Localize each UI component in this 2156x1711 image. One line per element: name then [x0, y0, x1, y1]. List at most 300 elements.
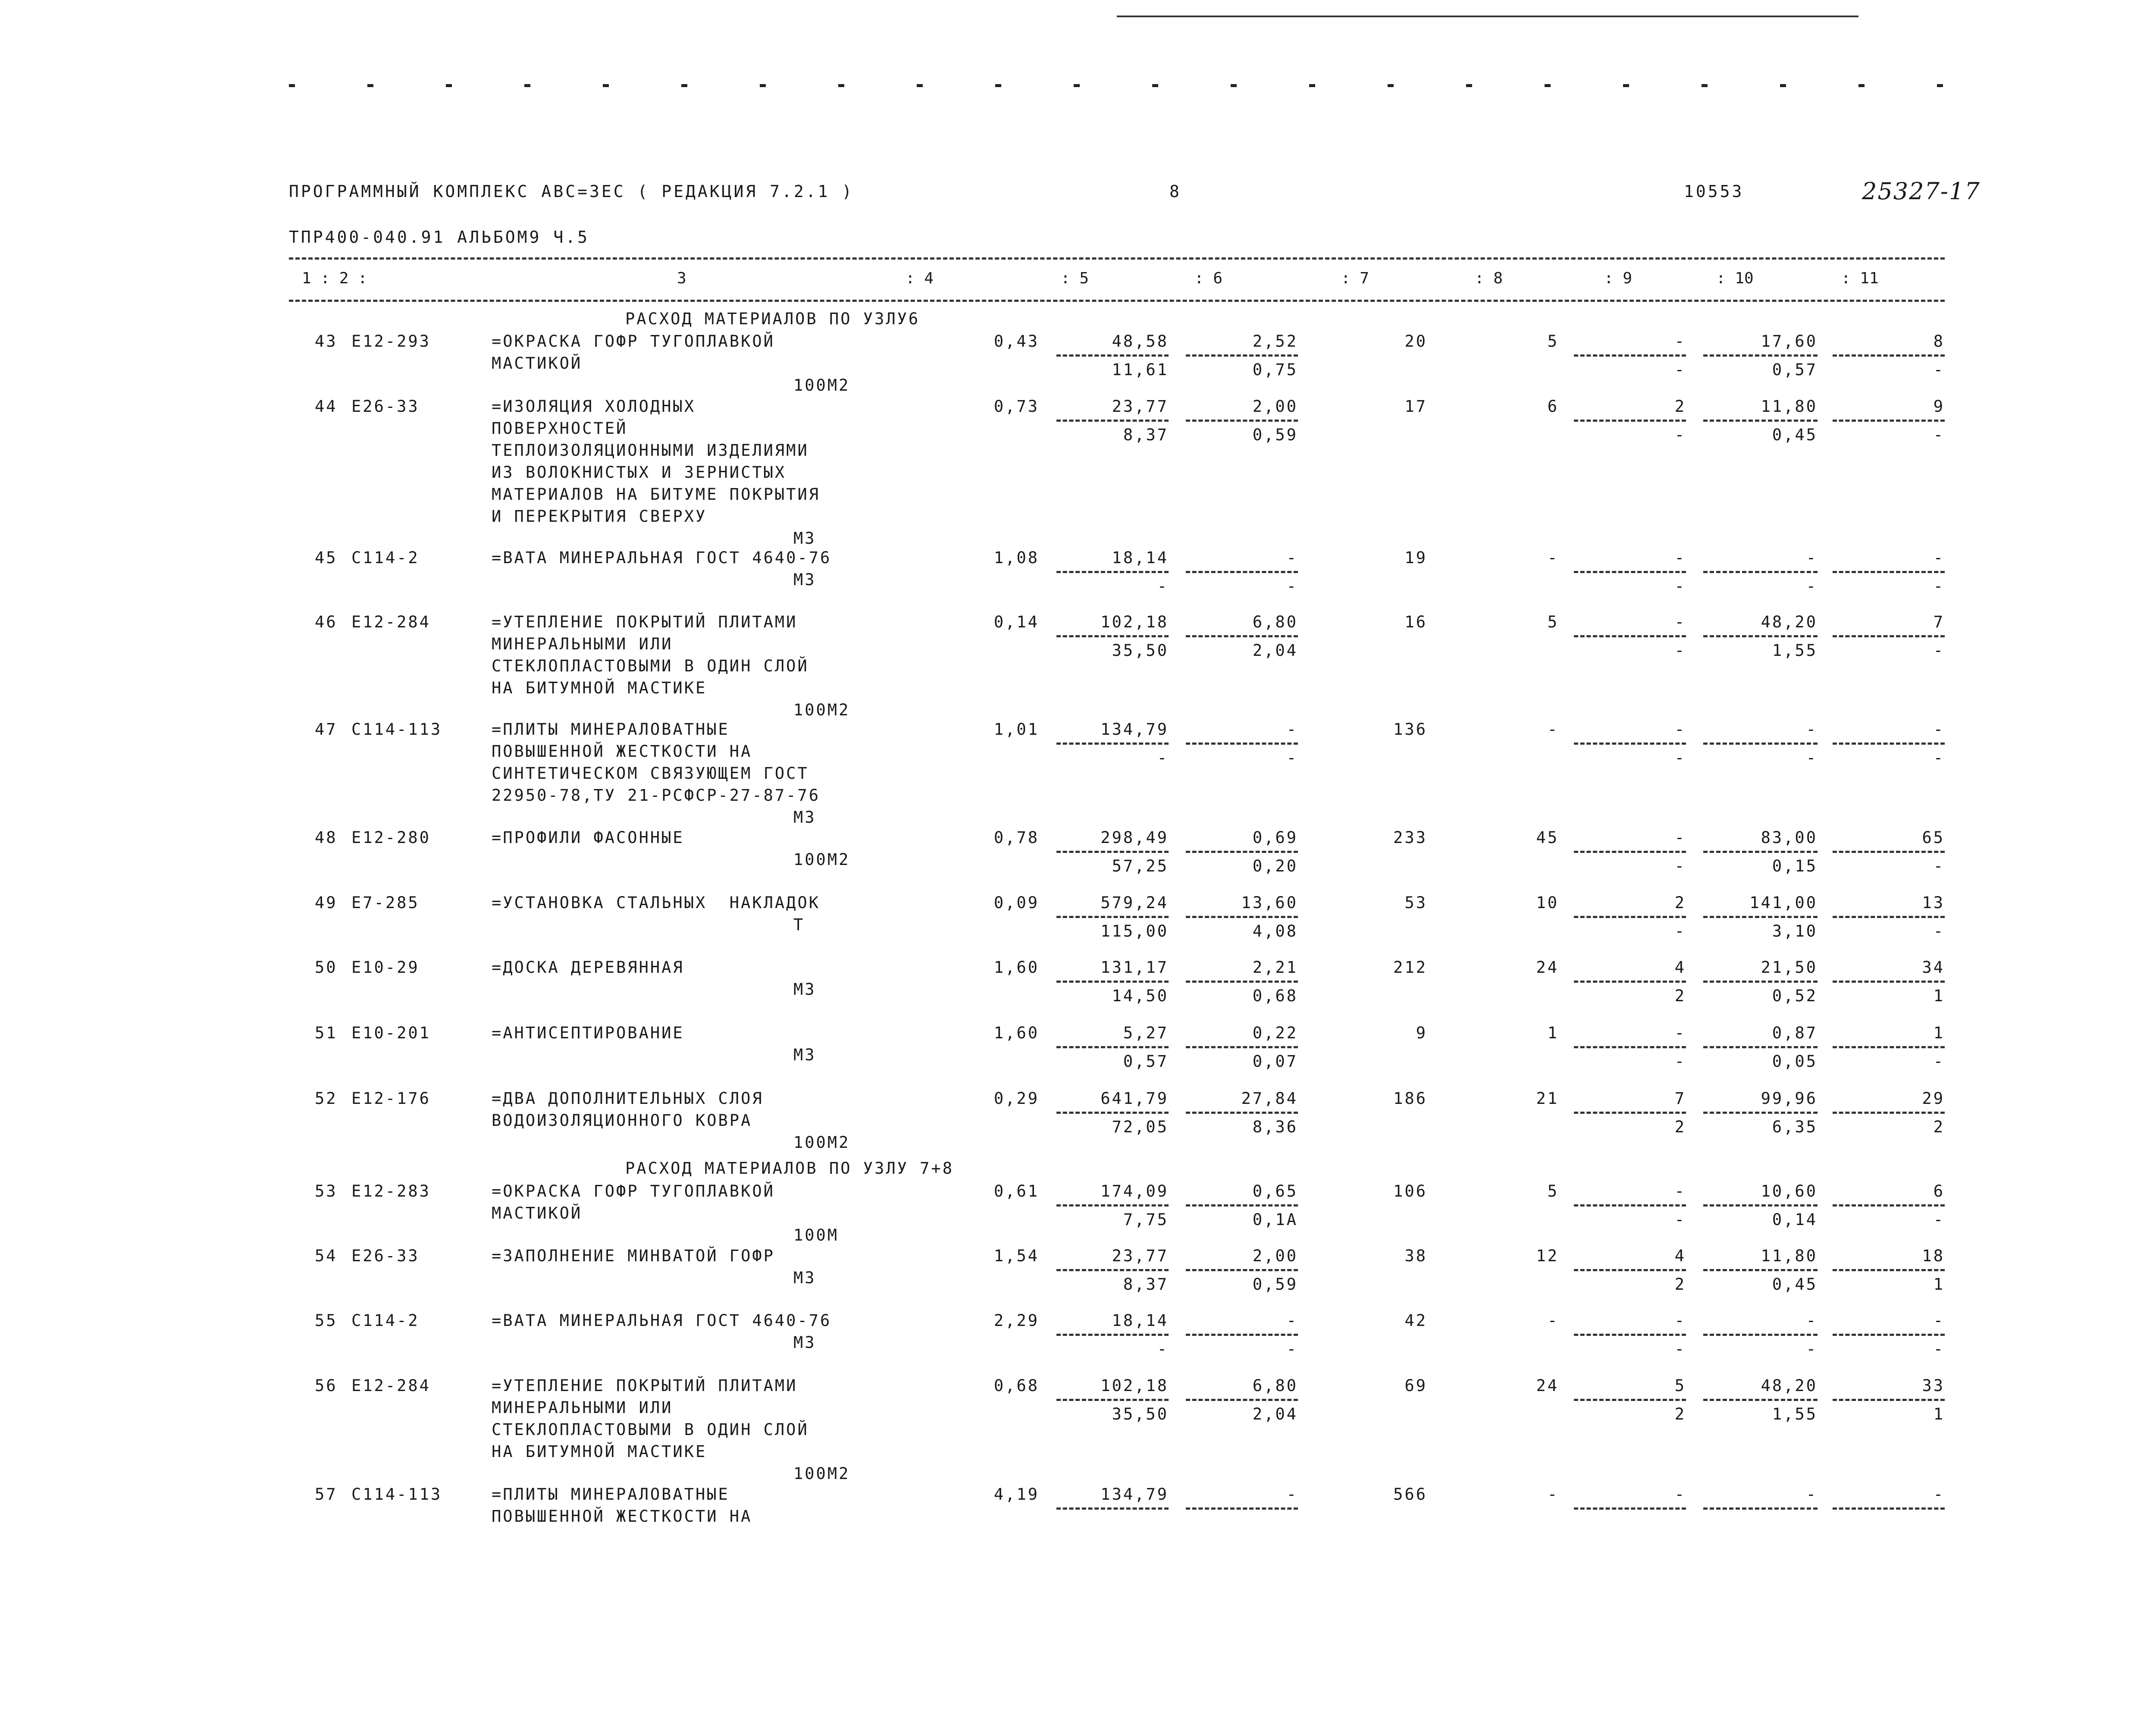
machine-cost-sub: - — [1674, 1052, 1686, 1071]
wage-cost-sub: 4,08 — [1252, 922, 1298, 940]
work-description: ПОВЫШЕННОЙ ЖЕСТКОСТИ НА — [492, 1507, 752, 1526]
total-wages: 5 — [1547, 332, 1559, 351]
subtotal-rule — [1574, 354, 1686, 357]
unit-of-measure: М3 — [793, 808, 816, 827]
labor-total: 7 — [1933, 613, 1945, 631]
total-wages: 45 — [1536, 828, 1559, 847]
subtotal-rule — [1574, 916, 1686, 918]
unit-cost: 131,17 — [1100, 958, 1169, 977]
work-description: МАСТИКОЙ — [492, 354, 583, 373]
work-description: =ВАТА МИНЕРАЛЬНАЯ ГОСТ 4640-76 — [492, 548, 832, 567]
labor-unit: 48,20 — [1761, 613, 1818, 631]
work-description: СТЕКЛОПЛАСТОВЫМИ В ОДИН СЛОЙ — [492, 1420, 809, 1439]
labor-total-sub: 1 — [1933, 1275, 1945, 1294]
labor-unit-sub: 1,55 — [1772, 641, 1818, 660]
subtotal-rule — [1056, 916, 1169, 918]
unit-cost-sub: - — [1157, 749, 1169, 767]
row-number: 47 — [315, 720, 338, 739]
subtotal-rule — [1186, 635, 1298, 637]
perforation-mark — [838, 84, 844, 87]
total-wages: - — [1547, 1311, 1559, 1330]
total-cost: 233 — [1393, 828, 1427, 847]
total-wages: - — [1547, 720, 1559, 739]
labor-unit-sub: - — [1806, 577, 1818, 595]
subtotal-rule — [1574, 1046, 1686, 1048]
perforation-mark — [367, 84, 373, 87]
rate-code: С114-113 — [351, 1485, 442, 1504]
quantity: 0,29 — [993, 1089, 1039, 1108]
subtotal-rule — [1833, 851, 1945, 853]
unit-of-measure: 100М2 — [793, 1133, 850, 1152]
labor-unit: 141,00 — [1749, 893, 1818, 912]
row-number: 44 — [315, 397, 338, 416]
work-description: =ОКРАСКА ГОФР ТУГОПЛАВКОЙ — [492, 332, 775, 351]
row-number: 54 — [315, 1247, 338, 1265]
machine-cost: - — [1674, 332, 1686, 351]
work-description: =УТЕПЛЕНИЕ ПОКРЫТИЙ ПЛИТАМИ — [492, 1376, 798, 1395]
labor-unit: 48,20 — [1761, 1376, 1818, 1395]
rate-code: Е12-280 — [351, 828, 431, 847]
subtotal-rule — [1833, 1269, 1945, 1271]
rate-code: С114-2 — [351, 548, 420, 567]
labor-unit: 11,80 — [1761, 397, 1818, 416]
col-header-9: : 9 — [1604, 269, 1633, 287]
machine-cost: - — [1674, 548, 1686, 567]
total-wages: 24 — [1536, 1376, 1559, 1395]
labor-total: - — [1933, 1485, 1945, 1504]
machine-cost-sub: - — [1674, 1340, 1686, 1358]
wage-cost: - — [1286, 720, 1298, 739]
machine-cost: - — [1674, 613, 1686, 631]
section-title: РАСХОД МАТЕРИАЛОВ ПО УЗЛУ6 — [625, 310, 920, 328]
wage-cost: 6,80 — [1252, 613, 1298, 631]
quantity: 2,29 — [993, 1311, 1039, 1330]
labor-unit: - — [1806, 1311, 1818, 1330]
machine-cost: 2 — [1674, 397, 1686, 416]
subtotal-rule — [1186, 1112, 1298, 1114]
unit-cost-sub: 72,05 — [1112, 1118, 1169, 1136]
subtotal-rule — [1703, 743, 1818, 745]
unit-of-measure: 100М — [793, 1226, 839, 1244]
machine-cost: - — [1674, 1485, 1686, 1504]
wage-cost: - — [1286, 548, 1298, 567]
row-number: 56 — [315, 1376, 338, 1395]
wage-cost: 6,80 — [1252, 1376, 1298, 1395]
subtotal-rule — [1056, 1204, 1169, 1206]
wage-cost-sub: - — [1286, 749, 1298, 767]
machine-cost-sub: - — [1674, 1210, 1686, 1229]
subtotal-rule — [1056, 1399, 1169, 1401]
wage-cost: 0,22 — [1252, 1024, 1298, 1042]
labor-unit-sub: 1,55 — [1772, 1405, 1818, 1423]
labor-unit: 99,96 — [1761, 1089, 1818, 1108]
wage-cost-sub: 0,1А — [1252, 1210, 1298, 1229]
quantity: 0,61 — [993, 1182, 1039, 1200]
header-rule-top — [289, 257, 1945, 260]
labor-unit-sub: - — [1806, 749, 1818, 767]
unit-cost-sub: 8,37 — [1123, 1275, 1169, 1294]
rate-code: Е26-33 — [351, 397, 420, 416]
subtotal-rule — [1703, 354, 1818, 357]
labor-total: 9 — [1933, 397, 1945, 416]
col-header-6: : 6 — [1194, 269, 1223, 287]
subtotal-rule — [1833, 743, 1945, 745]
quantity: 0,43 — [993, 332, 1039, 351]
work-description: =ПЛИТЫ МИНЕРАЛОВАТНЫЕ — [492, 1485, 730, 1504]
total-cost: 9 — [1416, 1024, 1427, 1042]
perforation-mark — [1545, 84, 1551, 87]
subtotal-rule — [1574, 1399, 1686, 1401]
work-description: СИНТЕТИЧЕСКОМ СВЯЗУЮЩЕМ ГОСТ — [492, 764, 809, 783]
labor-total-sub: - — [1933, 922, 1945, 940]
work-description: =УСТАНОВКА СТАЛЬНЫХ НАКЛАДОК — [492, 893, 821, 912]
unit-cost-sub: 35,50 — [1112, 1405, 1169, 1423]
perforation-mark — [1702, 84, 1708, 87]
subtotal-rule — [1833, 1046, 1945, 1048]
col-header-5: : 5 — [1061, 269, 1089, 287]
wage-cost: 2,00 — [1252, 1247, 1298, 1265]
labor-unit-sub: 0,14 — [1772, 1210, 1818, 1229]
subtotal-rule — [1186, 354, 1298, 357]
unit-of-measure: Т — [793, 915, 805, 934]
work-description: =ЗАПОЛНЕНИЕ МИНВАТОЙ ГОФР — [492, 1247, 775, 1265]
perforation-mark — [446, 84, 452, 87]
work-description: ПОВЕРХНОСТЕЙ — [492, 419, 628, 438]
machine-cost-sub: - — [1674, 426, 1686, 444]
machine-cost-sub: - — [1674, 641, 1686, 660]
wage-cost-sub: - — [1286, 577, 1298, 595]
perforation-mark — [681, 84, 687, 87]
work-description: ИЗ ВОЛОКНИСТЫХ И ЗЕРНИСТЫХ — [492, 463, 787, 482]
wage-cost-sub: 0,75 — [1252, 360, 1298, 379]
machine-cost: 2 — [1674, 893, 1686, 912]
top-rule — [1117, 16, 1858, 17]
unit-cost: 298,49 — [1100, 828, 1169, 847]
perforation-mark — [760, 84, 766, 87]
unit-cost: 134,79 — [1100, 720, 1169, 739]
work-description: =ПЛИТЫ МИНЕРАЛОВАТНЫЕ — [492, 720, 730, 739]
machine-cost: - — [1674, 1311, 1686, 1330]
quantity: 1,08 — [993, 548, 1039, 567]
work-description: ВОДОИЗОЛЯЦИОННОГО КОВРА — [492, 1111, 752, 1130]
wage-cost-sub: 0,07 — [1252, 1052, 1298, 1071]
subtotal-rule — [1833, 635, 1945, 637]
labor-total-sub: - — [1933, 1210, 1945, 1229]
handwritten-number: 25327-17 — [1862, 178, 1981, 205]
total-cost: 566 — [1393, 1485, 1427, 1504]
machine-cost-sub: - — [1674, 360, 1686, 379]
perforation-mark — [1388, 84, 1394, 87]
subtotal-rule — [1056, 981, 1169, 983]
perforation-mark — [1623, 84, 1629, 87]
machine-cost: 4 — [1674, 1247, 1686, 1265]
total-wages: 5 — [1547, 1182, 1559, 1200]
perforation-mark — [1074, 84, 1080, 87]
labor-total: 1 — [1933, 1024, 1945, 1042]
subtotal-rule — [1574, 571, 1686, 573]
wage-cost: 2,52 — [1252, 332, 1298, 351]
subtotal-rule — [1186, 743, 1298, 745]
total-cost: 53 — [1404, 893, 1427, 912]
subtotal-rule — [1703, 1112, 1818, 1114]
labor-total-sub: - — [1933, 749, 1945, 767]
row-number: 50 — [315, 958, 338, 977]
wage-cost-sub: 8,36 — [1252, 1118, 1298, 1136]
rate-code: Е7-285 — [351, 893, 420, 912]
labor-unit-sub: - — [1806, 1340, 1818, 1358]
subtotal-rule — [1574, 743, 1686, 745]
rate-code: Е12-293 — [351, 332, 431, 351]
machine-cost-sub: - — [1674, 857, 1686, 875]
labor-total: - — [1933, 720, 1945, 739]
wage-cost: 27,84 — [1241, 1089, 1298, 1108]
unit-of-measure: М3 — [793, 1269, 816, 1287]
subtotal-rule — [1056, 743, 1169, 745]
perforation-marks — [289, 84, 1940, 88]
labor-unit: - — [1806, 720, 1818, 739]
subtotal-rule — [1833, 1399, 1945, 1401]
subtotal-rule — [1833, 420, 1945, 422]
total-cost: 136 — [1393, 720, 1427, 739]
labor-total: 65 — [1922, 828, 1945, 847]
labor-total-sub: - — [1933, 641, 1945, 660]
labor-unit-sub: 0,45 — [1772, 426, 1818, 444]
subtotal-rule — [1574, 1112, 1686, 1114]
subtotal-rule — [1703, 981, 1818, 983]
subtotal-rule — [1574, 1269, 1686, 1271]
labor-total: 34 — [1922, 958, 1945, 977]
subtotal-rule — [1056, 635, 1169, 637]
quantity: 1,60 — [993, 958, 1039, 977]
col-header-4: : 4 — [906, 269, 934, 287]
unit-cost-sub: 11,61 — [1112, 360, 1169, 379]
unit-cost-sub: 7,75 — [1123, 1210, 1169, 1229]
unit-cost: 5,27 — [1123, 1024, 1169, 1042]
subtotal-rule — [1056, 1507, 1169, 1510]
quantity: 1,01 — [993, 720, 1039, 739]
work-description: МИНЕРАЛЬНЫМИ ИЛИ — [492, 1398, 673, 1417]
subtotal-rule — [1574, 851, 1686, 853]
wage-cost-sub: 0,68 — [1252, 987, 1298, 1005]
rate-code: Е12-283 — [351, 1182, 431, 1200]
total-wages: 6 — [1547, 397, 1559, 416]
subtotal-rule — [1703, 1399, 1818, 1401]
subtotal-rule — [1056, 851, 1169, 853]
quantity: 1,54 — [993, 1247, 1039, 1265]
unit-of-measure: 100М2 — [793, 701, 850, 719]
rate-code: Е26-33 — [351, 1247, 420, 1265]
work-description: =ДОСКА ДЕРЕВЯННАЯ — [492, 958, 684, 977]
machine-cost: - — [1674, 1182, 1686, 1200]
perforation-mark — [524, 84, 530, 87]
quantity: 0,73 — [993, 397, 1039, 416]
wage-cost-sub: 2,04 — [1252, 641, 1298, 660]
perforation-mark — [289, 84, 295, 87]
subtotal-rule — [1574, 635, 1686, 637]
subtotal-rule — [1056, 1269, 1169, 1271]
labor-total: - — [1933, 548, 1945, 567]
unit-of-measure: М3 — [793, 529, 816, 548]
subtotal-rule — [1574, 1204, 1686, 1206]
rate-code: Е12-176 — [351, 1089, 431, 1108]
unit-cost: 134,79 — [1100, 1485, 1169, 1504]
total-cost: 106 — [1393, 1182, 1427, 1200]
work-description: НА БИТУМНОЙ МАСТИКЕ — [492, 679, 707, 697]
labor-total-sub: - — [1933, 1052, 1945, 1071]
subtotal-rule — [1186, 1507, 1298, 1510]
row-number: 48 — [315, 828, 338, 847]
program-title: ПРОГРАММНЫЙ КОМПЛЕКС АВС=3ЕС ( РЕДАКЦИЯ 7.2.1 ) — [289, 182, 854, 201]
subtotal-rule — [1833, 1334, 1945, 1336]
subtotal-rule — [1833, 571, 1945, 573]
unit-cost-sub: 8,37 — [1123, 426, 1169, 444]
work-description: СТЕКЛОПЛАСТОВЫМИ В ОДИН СЛОЙ — [492, 657, 809, 675]
work-description: =ДВА ДОПОЛНИТЕЛЬНЫХ СЛОЯ — [492, 1089, 764, 1108]
wage-cost-sub: 0,20 — [1252, 857, 1298, 875]
unit-cost-sub: 115,00 — [1100, 922, 1169, 940]
subtotal-rule — [1703, 1334, 1818, 1336]
row-number: 53 — [315, 1182, 338, 1200]
labor-total: 33 — [1922, 1376, 1945, 1395]
quantity: 1,60 — [993, 1024, 1039, 1042]
subtotal-rule — [1056, 420, 1169, 422]
subtotal-rule — [1703, 1204, 1818, 1206]
machine-cost: - — [1674, 720, 1686, 739]
row-number: 57 — [315, 1485, 338, 1504]
subtotal-rule — [1703, 1507, 1818, 1510]
subtotal-rule — [1056, 1112, 1169, 1114]
col-header-7: : 7 — [1341, 269, 1369, 287]
wage-cost: 2,21 — [1252, 958, 1298, 977]
subtotal-rule — [1833, 981, 1945, 983]
total-cost: 38 — [1404, 1247, 1427, 1265]
row-number: 52 — [315, 1089, 338, 1108]
subtotal-rule — [1703, 420, 1818, 422]
work-description: =ИЗОЛЯЦИЯ ХОЛОДНЫХ — [492, 397, 696, 416]
wage-cost: 13,60 — [1241, 893, 1298, 912]
col-header-8: : 8 — [1475, 269, 1503, 287]
labor-unit-sub: 0,57 — [1772, 360, 1818, 379]
machine-cost-sub: 2 — [1674, 1118, 1686, 1136]
unit-of-measure: М3 — [793, 570, 816, 589]
machine-cost-sub: - — [1674, 749, 1686, 767]
perforation-mark — [995, 84, 1001, 87]
unit-cost: 18,14 — [1112, 1311, 1169, 1330]
labor-unit-sub: 6,35 — [1772, 1118, 1818, 1136]
unit-cost-sub: 14,50 — [1112, 987, 1169, 1005]
document-code: 10553 — [1684, 182, 1744, 201]
unit-cost: 23,77 — [1112, 397, 1169, 416]
perforation-mark — [1152, 84, 1158, 87]
perforation-mark — [1780, 84, 1786, 87]
subtotal-rule — [1703, 571, 1818, 573]
subtotal-rule — [1056, 354, 1169, 357]
subtotal-rule — [1574, 420, 1686, 422]
rate-code: С114-2 — [351, 1311, 420, 1330]
labor-unit: 17,60 — [1761, 332, 1818, 351]
row-number: 51 — [315, 1024, 338, 1042]
subtotal-rule — [1833, 1112, 1945, 1114]
subtotal-rule — [1703, 851, 1818, 853]
subtotal-rule — [1186, 1046, 1298, 1048]
labor-total-sub: - — [1933, 1340, 1945, 1358]
col-header-11: : 11 — [1841, 269, 1879, 287]
machine-cost: - — [1674, 828, 1686, 847]
labor-total: 8 — [1933, 332, 1945, 351]
labor-total-sub: - — [1933, 360, 1945, 379]
unit-cost-sub: 0,57 — [1123, 1052, 1169, 1071]
subtotal-rule — [1186, 916, 1298, 918]
rate-code: Е12-284 — [351, 613, 431, 631]
row-number: 46 — [315, 613, 338, 631]
machine-cost: 4 — [1674, 958, 1686, 977]
perforation-mark — [917, 84, 923, 87]
subtotal-rule — [1056, 571, 1169, 573]
machine-cost: - — [1674, 1024, 1686, 1042]
subtotal-rule — [1574, 1507, 1686, 1510]
labor-unit: - — [1806, 1485, 1818, 1504]
machine-cost-sub: 2 — [1674, 1405, 1686, 1423]
labor-unit: 21,50 — [1761, 958, 1818, 977]
subtotal-rule — [1056, 1046, 1169, 1048]
total-wages: 5 — [1547, 613, 1559, 631]
labor-total: 13 — [1922, 893, 1945, 912]
subtotal-rule — [1574, 981, 1686, 983]
labor-total: - — [1933, 1311, 1945, 1330]
total-cost: 42 — [1404, 1311, 1427, 1330]
labor-unit: 10,60 — [1761, 1182, 1818, 1200]
subtotal-rule — [1703, 916, 1818, 918]
work-description: НА БИТУМНОЙ МАСТИКЕ — [492, 1442, 707, 1461]
rate-code: Е10-201 — [351, 1024, 431, 1042]
page-number: 8 — [1169, 182, 1181, 201]
labor-unit-sub: 0,45 — [1772, 1275, 1818, 1294]
work-description: И ПЕРЕКРЫТИЯ СВЕРХУ — [492, 507, 707, 526]
unit-of-measure: 100М2 — [793, 1464, 850, 1483]
labor-total-sub: - — [1933, 577, 1945, 595]
perforation-mark — [1858, 84, 1865, 87]
work-description: МАТЕРИАЛОВ НА БИТУМЕ ПОКРЫТИЯ — [492, 485, 821, 504]
total-wages: 21 — [1536, 1089, 1559, 1108]
unit-cost-sub: - — [1157, 577, 1169, 595]
work-description: МИНЕРАЛЬНЫМИ ИЛИ — [492, 635, 673, 653]
subtotal-rule — [1186, 851, 1298, 853]
total-cost: 16 — [1404, 613, 1427, 631]
album-title: ТПР400-040.91 АЛЬБОМ9 Ч.5 — [289, 228, 589, 247]
labor-unit-sub: 0,05 — [1772, 1052, 1818, 1071]
unit-cost: 174,09 — [1100, 1182, 1169, 1200]
total-wages: 1 — [1547, 1024, 1559, 1042]
unit-cost: 23,77 — [1112, 1247, 1169, 1265]
total-cost: 17 — [1404, 397, 1427, 416]
labor-unit-sub: 3,10 — [1772, 922, 1818, 940]
total-wages: - — [1547, 548, 1559, 567]
labor-unit: 83,00 — [1761, 828, 1818, 847]
machine-cost-sub: - — [1674, 922, 1686, 940]
labor-unit-sub: 0,15 — [1772, 857, 1818, 875]
unit-cost: 579,24 — [1100, 893, 1169, 912]
wage-cost-sub: 0,59 — [1252, 1275, 1298, 1294]
subtotal-rule — [1186, 420, 1298, 422]
labor-total: 18 — [1922, 1247, 1945, 1265]
wage-cost-sub: 0,59 — [1252, 426, 1298, 444]
subtotal-rule — [1833, 1507, 1945, 1510]
unit-of-measure: 100М2 — [793, 850, 850, 869]
work-description: МАСТИКОЙ — [492, 1204, 583, 1222]
work-description: ПОВЫШЕННОЙ ЖЕСТКОСТИ НА — [492, 742, 752, 761]
work-description: ТЕПЛОИЗОЛЯЦИОННЫМИ ИЗДЕЛИЯМИ — [492, 441, 809, 460]
subtotal-rule — [1186, 1269, 1298, 1271]
